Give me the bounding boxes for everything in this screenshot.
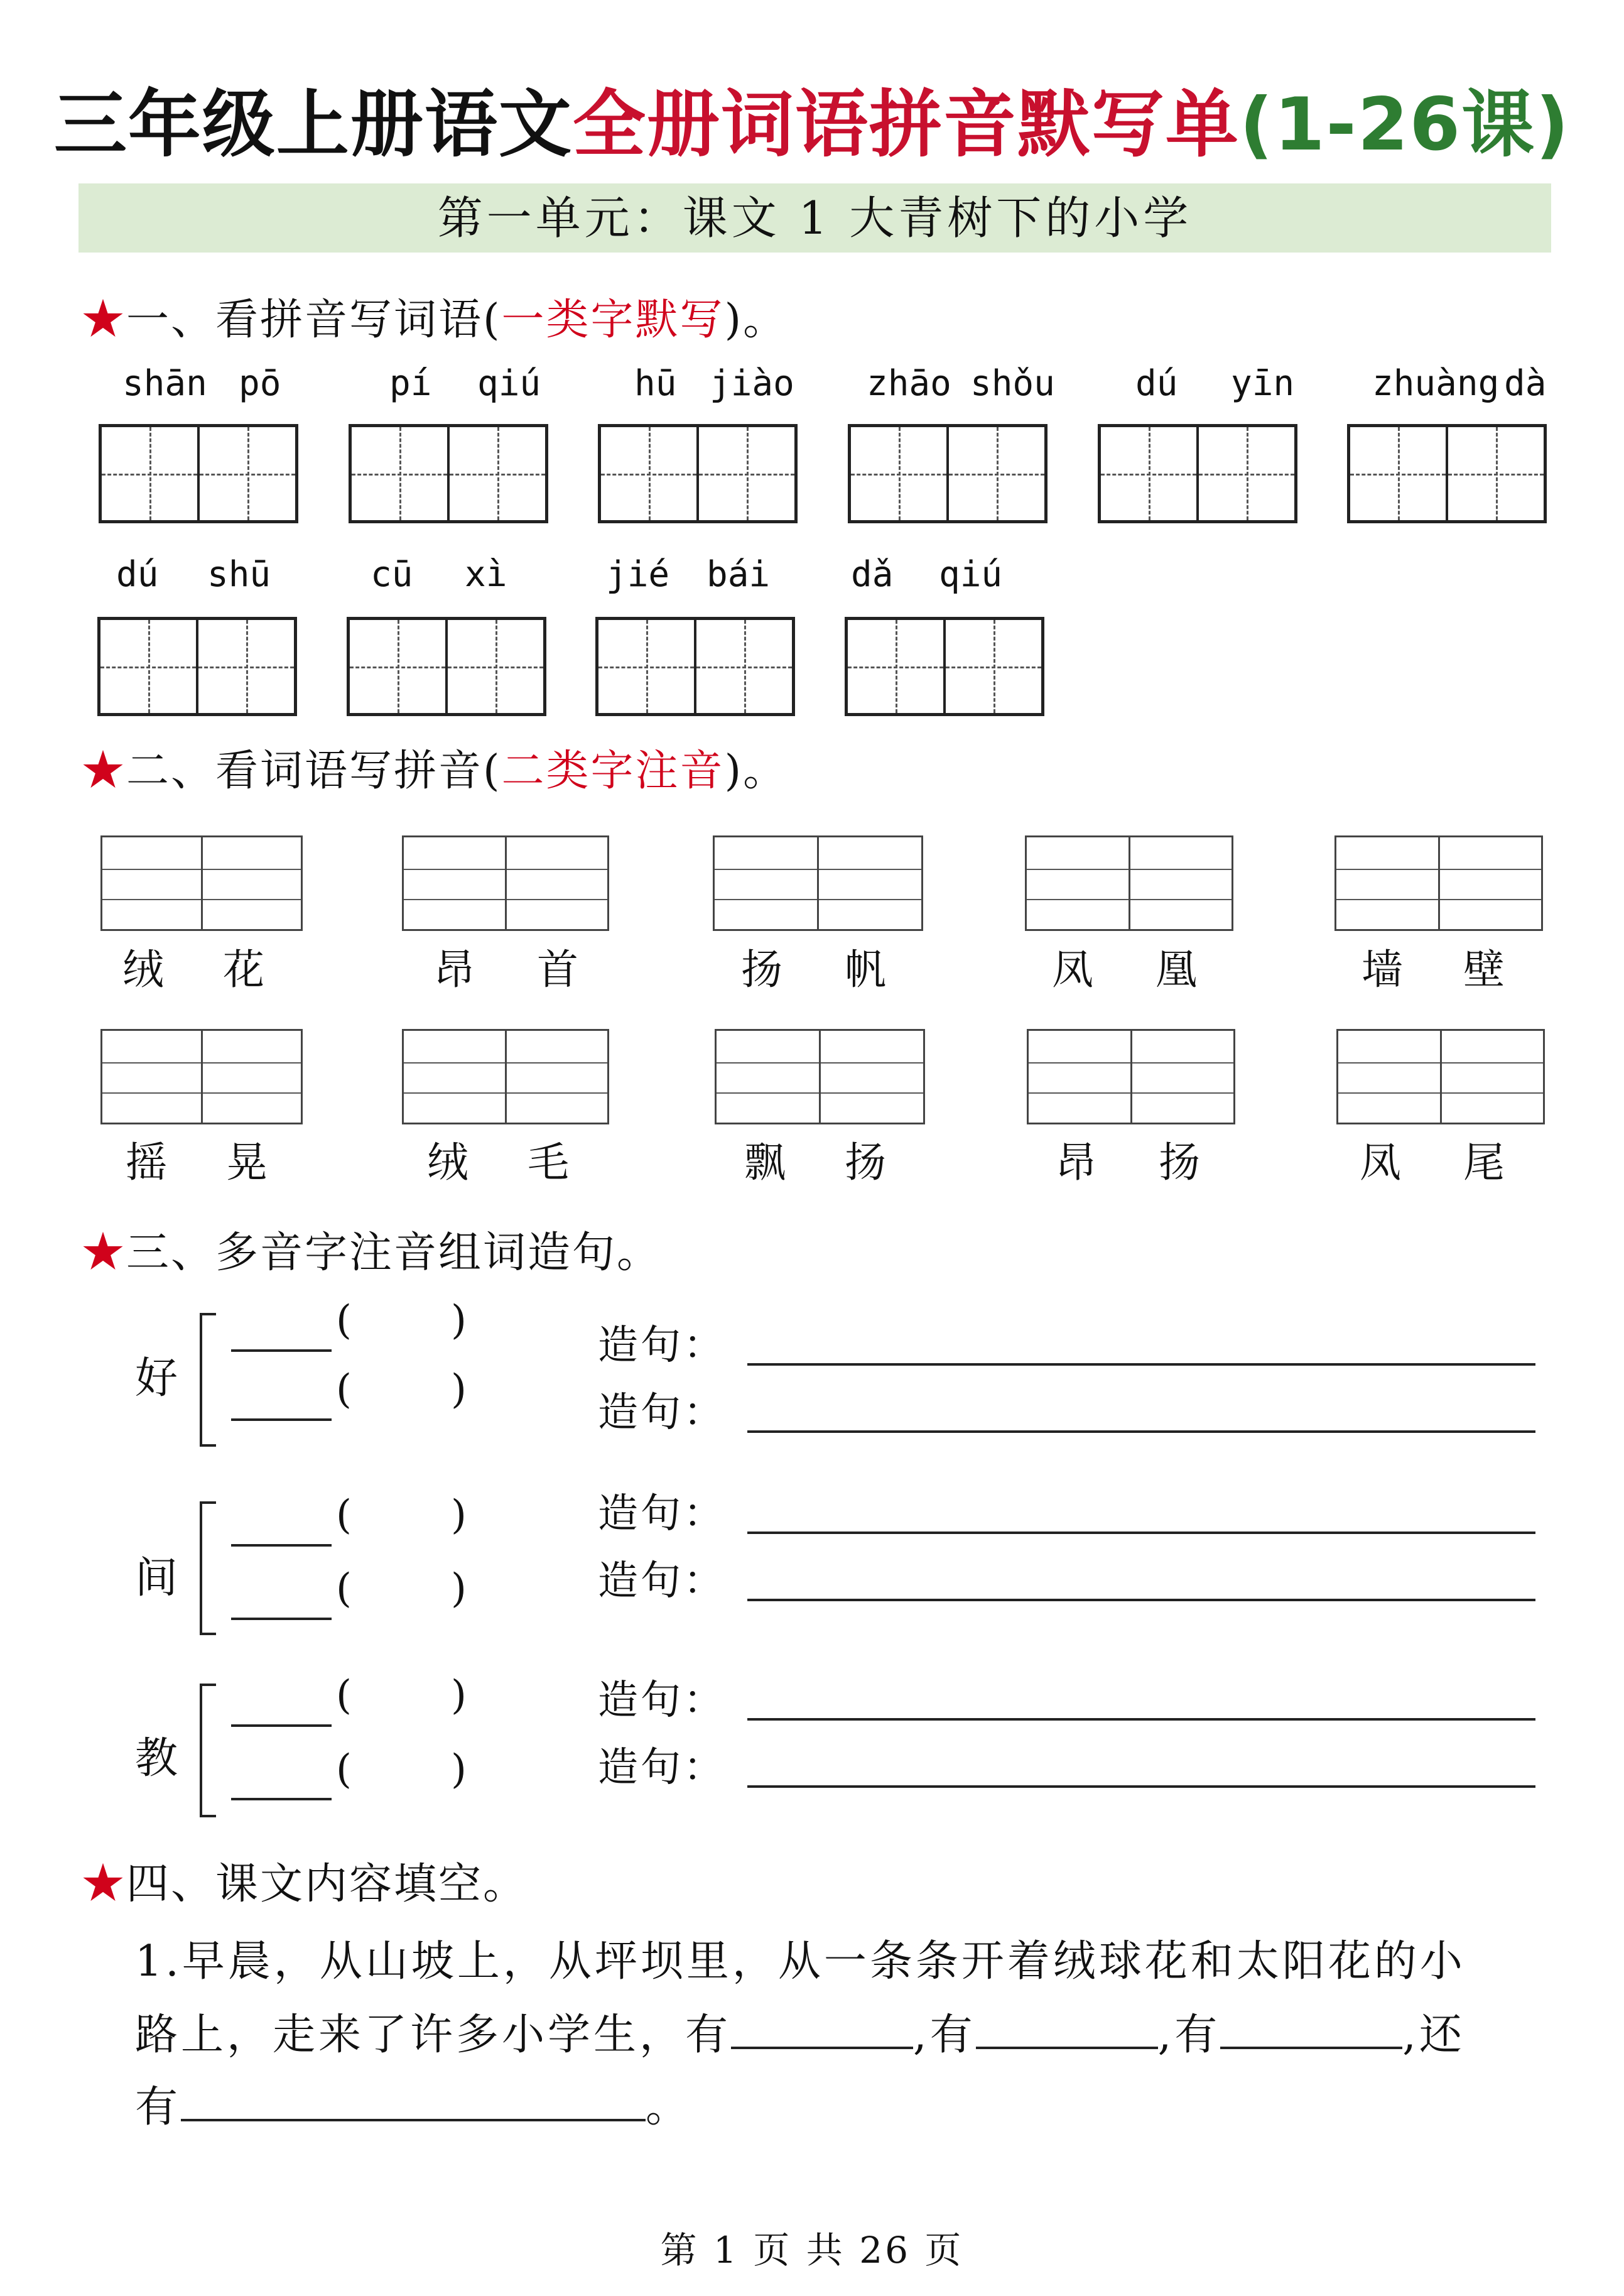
pinyin-paren-close: ) <box>451 1492 467 1538</box>
pinyin-syllable: jié <box>606 554 670 595</box>
fill-in-blank[interactable] <box>181 2086 646 2121</box>
pinyin-writing-box[interactable] <box>402 835 609 931</box>
sentence-line[interactable] <box>747 1599 1535 1601</box>
word-blank[interactable] <box>231 1724 332 1727</box>
section4-title: 四、课文内容填空。 <box>126 1859 528 1909</box>
passage-line-1: 1.早晨，从山坡上，从坪坝里，从一条条开着绒球花和太阳花的小 <box>135 1937 1466 1986</box>
sentence-line[interactable] <box>747 1430 1535 1433</box>
sentence-line[interactable] <box>747 1532 1535 1534</box>
section4-heading <box>82 1850 528 1911</box>
writing-grid[interactable] <box>1347 424 1547 523</box>
pinyin-writing-box[interactable] <box>715 1029 925 1124</box>
word-blank[interactable] <box>231 1349 332 1352</box>
passage-text: 有 <box>135 2082 181 2132</box>
word-blank[interactable] <box>231 1418 332 1421</box>
brace-bracket <box>200 1684 216 1817</box>
pinyin-syllable: shān <box>122 363 207 404</box>
writing-grid[interactable] <box>97 617 297 716</box>
pinyin-paren-open: ( <box>336 1746 352 1793</box>
pinyin-paren-close: ) <box>451 1746 467 1793</box>
title-grade: 三年级上册语文 <box>53 82 573 167</box>
word-char: 绒 <box>427 1138 468 1187</box>
section2-suffix: )。 <box>724 746 788 796</box>
pinyin-syllable: zhuàng <box>1372 363 1500 404</box>
writing-grid[interactable] <box>598 424 798 523</box>
pinyin-paren-open: ( <box>336 1492 352 1538</box>
pinyin-syllable: dú <box>1135 363 1178 404</box>
writing-grid[interactable] <box>595 617 795 716</box>
word-blank[interactable] <box>231 1798 332 1800</box>
writing-grid[interactable] <box>1098 424 1297 523</box>
pinyin-syllable: shū <box>207 554 271 595</box>
pinyin-syllable: zhāo <box>867 363 951 404</box>
word-char: 扬 <box>845 1138 886 1187</box>
section3-heading <box>82 1219 661 1280</box>
word-char: 花 <box>223 945 264 994</box>
section1-prefix: 一、看拼音写词语( <box>126 295 502 345</box>
pinyin-syllable: shǒu <box>970 363 1055 404</box>
brace-bracket <box>200 1501 216 1635</box>
word-char: 摇 <box>126 1138 167 1187</box>
star-icon: ★ <box>82 1228 127 1278</box>
passage-text: ,有 <box>913 2010 976 2060</box>
title-main: 全册词语拼音默写单 <box>572 82 1240 167</box>
polyphone-char: 好 <box>135 1354 178 1403</box>
section1-heading <box>82 286 788 347</box>
word-char: 飘 <box>744 1138 786 1187</box>
pinyin-paren-open: ( <box>336 1565 352 1612</box>
polyphone-char: 教 <box>135 1734 178 1783</box>
pinyin-paren-close: ) <box>451 1672 467 1719</box>
pinyin-paren-open: ( <box>336 1366 352 1413</box>
sentence-label: 造句： <box>598 1558 726 1604</box>
pinyin-syllable: pō <box>239 363 281 404</box>
sentence-label: 造句： <box>598 1677 726 1724</box>
pinyin-syllable: dà <box>1504 363 1547 404</box>
star-icon: ★ <box>82 1859 127 1909</box>
word-char: 尾 <box>1463 1138 1505 1187</box>
pinyin-paren-open: ( <box>336 1297 352 1344</box>
section3-title: 三、多音字注音组词造句。 <box>126 1228 662 1278</box>
sentence-label: 造句： <box>598 1491 726 1537</box>
polyphone-char: 间 <box>135 1553 178 1603</box>
title-range: (1-26课) <box>1239 82 1571 167</box>
writing-grid[interactable] <box>845 617 1044 716</box>
word-blank[interactable] <box>231 1544 332 1547</box>
word-char: 扬 <box>741 945 782 994</box>
fill-in-blank[interactable] <box>731 2014 913 2049</box>
word-char: 凰 <box>1156 945 1197 994</box>
section2-highlight: 二类字注音 <box>501 746 725 796</box>
pinyin-writing-box[interactable] <box>1334 835 1543 931</box>
section1-highlight: 一类字默写 <box>501 295 725 345</box>
pinyin-paren-close: ) <box>451 1565 467 1612</box>
pinyin-writing-box[interactable] <box>1336 1029 1545 1124</box>
star-icon: ★ <box>82 746 127 796</box>
pinyin-writing-box[interactable] <box>1027 1029 1235 1124</box>
passage-text: 。 <box>646 2082 692 2132</box>
pinyin-syllable: dǎ <box>851 554 894 595</box>
word-char: 绒 <box>122 945 164 994</box>
sentence-label: 造句： <box>598 1390 726 1436</box>
pinyin-syllable: hū <box>634 363 677 404</box>
passage-text: ,有 <box>1157 2010 1221 2060</box>
writing-grid[interactable] <box>349 424 548 523</box>
section2-prefix: 二、看词语写拼音( <box>126 746 502 796</box>
pinyin-syllable: pí <box>389 363 432 404</box>
pinyin-writing-box[interactable] <box>713 835 923 931</box>
sentence-line[interactable] <box>747 1718 1535 1721</box>
pinyin-syllable: jiào <box>710 363 794 404</box>
section1-suffix: )。 <box>724 295 788 345</box>
page-title <box>0 66 1624 171</box>
word-char: 毛 <box>528 1138 569 1187</box>
word-char: 壁 <box>1463 945 1505 994</box>
word-char: 墙 <box>1361 945 1403 994</box>
word-char: 帆 <box>845 945 886 994</box>
pinyin-writing-box[interactable] <box>1025 835 1233 931</box>
pinyin-writing-box[interactable] <box>402 1029 609 1124</box>
fill-in-blank[interactable] <box>976 2014 1158 2049</box>
word-char: 首 <box>537 945 578 994</box>
pinyin-syllable: cū <box>371 554 413 595</box>
star-icon: ★ <box>82 295 127 345</box>
pinyin-paren-close: ) <box>451 1366 467 1413</box>
pinyin-syllable: qiú <box>477 363 541 404</box>
pinyin-paren-close: ) <box>451 1297 467 1344</box>
pinyin-writing-box[interactable] <box>100 835 303 931</box>
pinyin-paren-open: ( <box>336 1672 352 1719</box>
word-char: 扬 <box>1159 1138 1200 1187</box>
word-char: 昂 <box>1055 1138 1096 1187</box>
brace-bracket <box>200 1313 216 1447</box>
pinyin-syllable: dú <box>116 554 159 595</box>
sentence-line[interactable] <box>747 1785 1535 1788</box>
fill-in-blank[interactable] <box>1220 2014 1402 2049</box>
section2-heading <box>82 737 788 798</box>
pinyin-syllable: xì <box>465 554 507 595</box>
word-char: 凤 <box>1052 945 1093 994</box>
pinyin-syllable: yīn <box>1231 363 1295 404</box>
word-blank[interactable] <box>231 1618 332 1620</box>
pinyin-syllable: qiú <box>939 554 1003 595</box>
word-char: 昂 <box>433 945 475 994</box>
writing-grid[interactable] <box>99 424 298 523</box>
passage-text: ,还 <box>1402 2010 1465 2060</box>
sentence-line[interactable] <box>747 1363 1535 1366</box>
passage-text: 路上，走来了许多小学生，有 <box>135 2010 732 2060</box>
word-char: 凤 <box>1360 1138 1401 1187</box>
writing-grid[interactable] <box>848 424 1047 523</box>
unit-banner: 第一单元：课文 1 大青树下的小学 <box>78 183 1551 253</box>
pinyin-syllable: bái <box>706 554 771 595</box>
passage-line-3 <box>135 2073 691 2134</box>
page-footer: 第 1 页 共 26 页 <box>660 2229 964 2272</box>
writing-grid[interactable] <box>347 617 546 716</box>
passage-line-2 <box>135 2001 1465 2062</box>
sentence-label: 造句： <box>598 1322 726 1369</box>
sentence-label: 造句： <box>598 1744 726 1791</box>
pinyin-writing-box[interactable] <box>100 1029 303 1124</box>
word-char: 晃 <box>226 1138 268 1187</box>
